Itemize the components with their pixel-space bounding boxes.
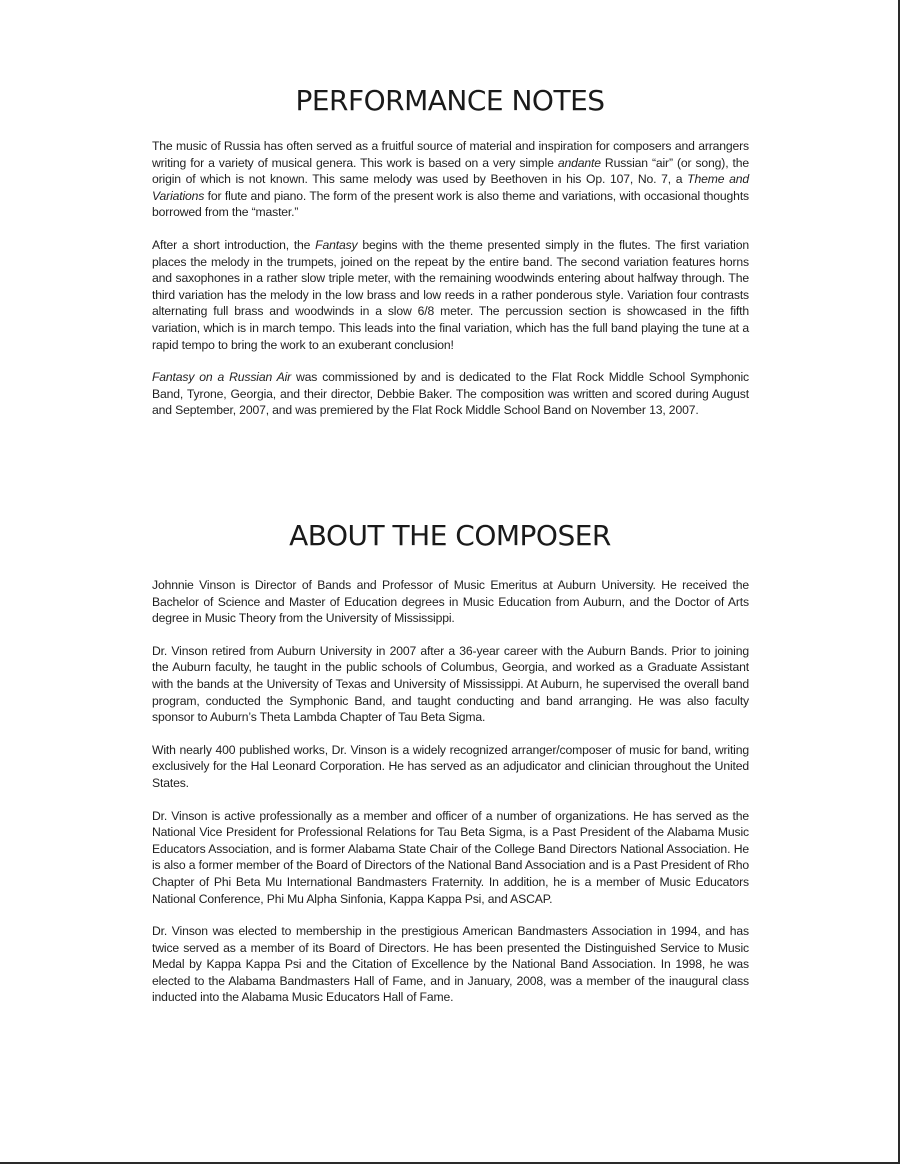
performance-notes-paragraph-2 <box>152 237 749 353</box>
p1-text-c: Russian “air” (or song), the origin of which is not known. This same melody was used by Beethoven in his Op. 107, No. 7, a <box>152 155 750 187</box>
performance-notes-body <box>152 138 749 419</box>
performance-notes-paragraph-1 <box>152 138 749 221</box>
p1-text-a: The music of Russia has often served as a fruitful source of material and inspiration for composers and arrangers writing for a variety of musical genera. This work is based on a very simple <box>152 139 749 170</box>
p1-text-e: for flute and piano. The form of the present work is also theme and variations, with occasional thoughts borrowed from the “master.” <box>152 188 749 220</box>
p2-text-a: After a short introduction, the <box>152 237 316 252</box>
performance-notes-heading: PERFORMANCE NOTES <box>295 84 605 117</box>
about-composer-paragraph-2: Dr. Vinson retired from Auburn University in 2007 after a 36-year career with the Auburn Bands. Prior to joining the Auburn faculty, he taught in the public schools of Columbus, Georgia, and worked as a Graduate Assistant with the bands at the University of Texas and University of Mississippi. At Auburn, he supervised the overall band program, conducted the Symphonic Band, and taught conducting and band arranging. He was also faculty sponsor to Auburn’s Theta Lambda Chapter of Tau Beta Sigma. <box>152 643 749 725</box>
about-composer-paragraph-5: Dr. Vinson was elected to membership in the prestigious American Bandmasters Association in 1994, and has twice served as a member of its Board of Directors. He has been presented the Distinguished Service to Music Medal by Kappa Kappa Psi and the Citation of Excellence by the National Band Association. In 1998, he was elected to the Alabama Bandmasters Hall of Fame, and in January, 2008, was a member of the inaugural class inducted into the Alabama Music Educators Hall of Fame. <box>152 924 749 1005</box>
about-composer-body <box>152 577 749 1006</box>
p2-text-c: begins with the theme presented simply in the flutes. The first variation places the melody in the trumpets, joined on the repeat by the entire band. The second variation features horns and saxophones in a rather slow triple meter, with the remaining woodwinds entering about halfway through. The third variation has the melody in the low brass and low reeds in a rather ponderous style. Variation four contrasts alternating full brass and woodwinds in a slow 6/8 meter. The percussion section is showcased in the fifth variation, which is in march tempo. This leads into the final variation, which has the full band playing the tune at a rapid tempo to bring the work to an exuberant conclusion! <box>152 237 749 352</box>
about-composer-paragraph-4: Dr. Vinson is active professionally as a member and officer of a number of organizations. He has served as the National Vice President for Professional Relations for Tau Beta Sigma, is a Past President of the Alabama Music Educators Association, and is former Alabama State Chair of the College Band Directors National Association. He is also a former member of the Board of Directors of the National Band Association and is a Past President of Rho Chapter of Phi Beta Mu International Bandmasters Fraternity. In addition, he is a member of Music Educators National Conference, Phi Mu Alpha Sinfonia, Kappa Kappa Psi, and ASCAP. <box>152 808 749 906</box>
about-composer-paragraph-3: With nearly 400 published works, Dr. Vinson is a widely recognized arranger/composer of music for band, writing exclusively for the Hal Leonard Corporation. He has served as an adjudicator and clinician throughout the United States. <box>152 742 749 790</box>
p3-italic-work-title: Fantasy on a Russian Air <box>152 370 292 385</box>
about-composer-heading: ABOUT THE COMPOSER <box>289 519 611 552</box>
about-composer-paragraph-1: Johnnie Vinson is Director of Bands and Professor of Music Emeritus at Auburn University. He received the Bachelor of Science and Master of Education degrees in Music Education from Auburn, and the Doctor of Arts degree in Music Theory from the University of Mississippi. <box>152 578 749 626</box>
p1-italic-theme-and-variations: Theme and Variations <box>152 172 749 203</box>
performance-notes-paragraph-3 <box>152 369 749 419</box>
p1-italic-andante: andante <box>557 155 601 170</box>
p3-text-b: was commissioned by and is dedicated to the Flat Rock Middle School Symphonic Band, Tyrone, Georgia, and their director, Debbie Baker. The composition was written and scored during August and September, 2007, and was premiered by the Flat Rock Middle School Band on November 13, 2007. <box>152 370 749 418</box>
p2-italic-fantasy: Fantasy <box>315 237 358 252</box>
